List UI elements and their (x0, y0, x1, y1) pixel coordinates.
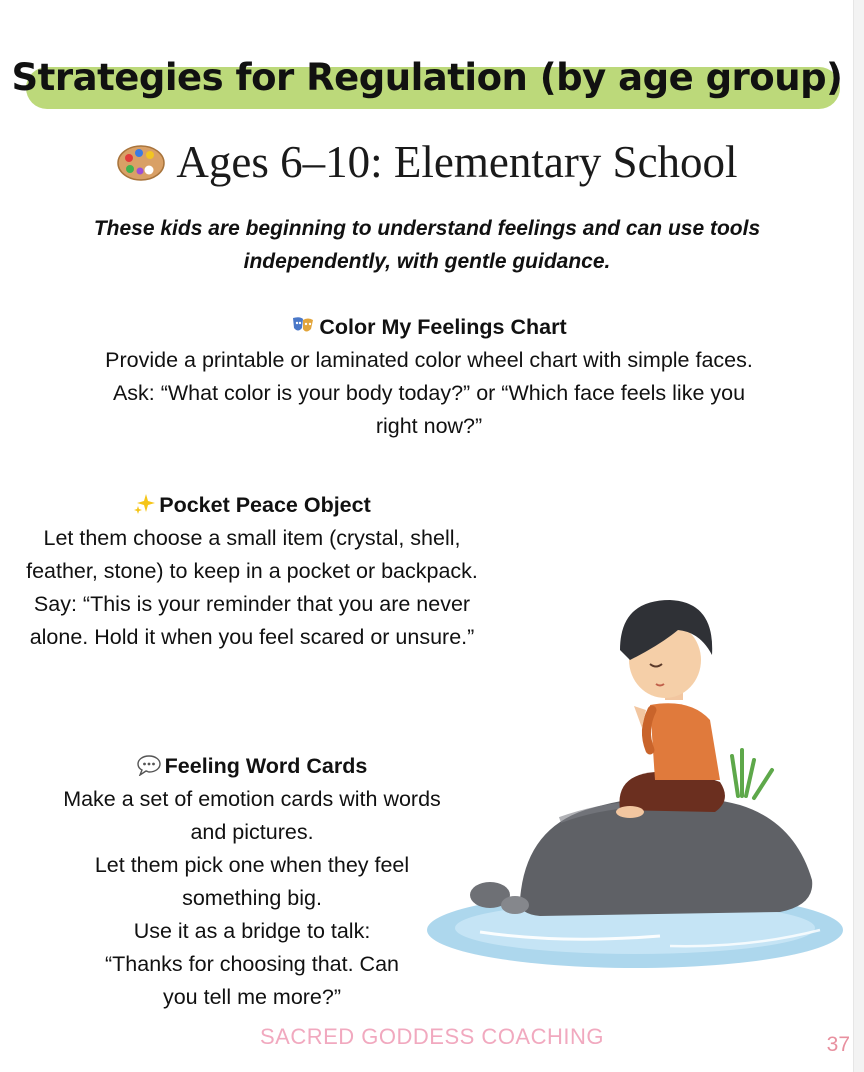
strategy-line: Make a set of emotion cards with words and pictures. (63, 787, 441, 844)
strategy-title: Feeling Word Cards (164, 754, 368, 778)
page-number: 37 (826, 1033, 850, 1056)
grass (732, 750, 772, 798)
meditating-child-illustration (420, 560, 850, 980)
child-body (650, 703, 720, 780)
page-title: Strategies for Regulation (by age group) (11, 56, 843, 99)
strategy-color-chart (95, 311, 763, 443)
section-title: Ages 6–10: Elementary School (176, 137, 738, 187)
strategy-line: Provide a printable or laminated color wheel chart with simple faces. (105, 348, 753, 372)
speech-bubble-icon (137, 754, 161, 776)
strategy-line: Let them choose a small item (crystal, shell, feather, stone) to keep in a pocket or backpack. (26, 526, 478, 583)
strategy-pocket-peace (22, 489, 482, 654)
strategy-line: “Thanks for choosing that. Can you tell me more?” (105, 952, 399, 1009)
strategy-line: Use it as a bridge to talk: (133, 919, 371, 943)
intro-text: These kids are beginning to understand feelings and can use tools independently, with gentle guidance. (93, 217, 761, 273)
footer-brand: SACRED GODDESS COACHING (260, 1024, 604, 1049)
masks-icon (291, 315, 315, 337)
section-heading (0, 136, 854, 188)
strategy-heading (22, 489, 482, 522)
strategy-heading (30, 750, 474, 783)
strategy-feeling-cards (30, 750, 474, 1014)
strategy-title: Color My Feelings Chart (319, 315, 567, 339)
strategy-heading (95, 311, 763, 344)
strategy-line: Say: “This is your reminder that you are never alone. Hold it when you feel scared or unsure.” (29, 592, 475, 649)
rock (520, 796, 812, 916)
sparkles-icon (133, 493, 155, 515)
page-edge (853, 0, 864, 1072)
strategy-title: Pocket Peace Object (159, 493, 371, 517)
strategy-line: Ask: “What color is your body today?” or “Which face feels like you right now?” (112, 381, 746, 438)
strategy-line: Let them pick one when they feel something big. (94, 853, 410, 910)
palette-icon (116, 143, 166, 183)
